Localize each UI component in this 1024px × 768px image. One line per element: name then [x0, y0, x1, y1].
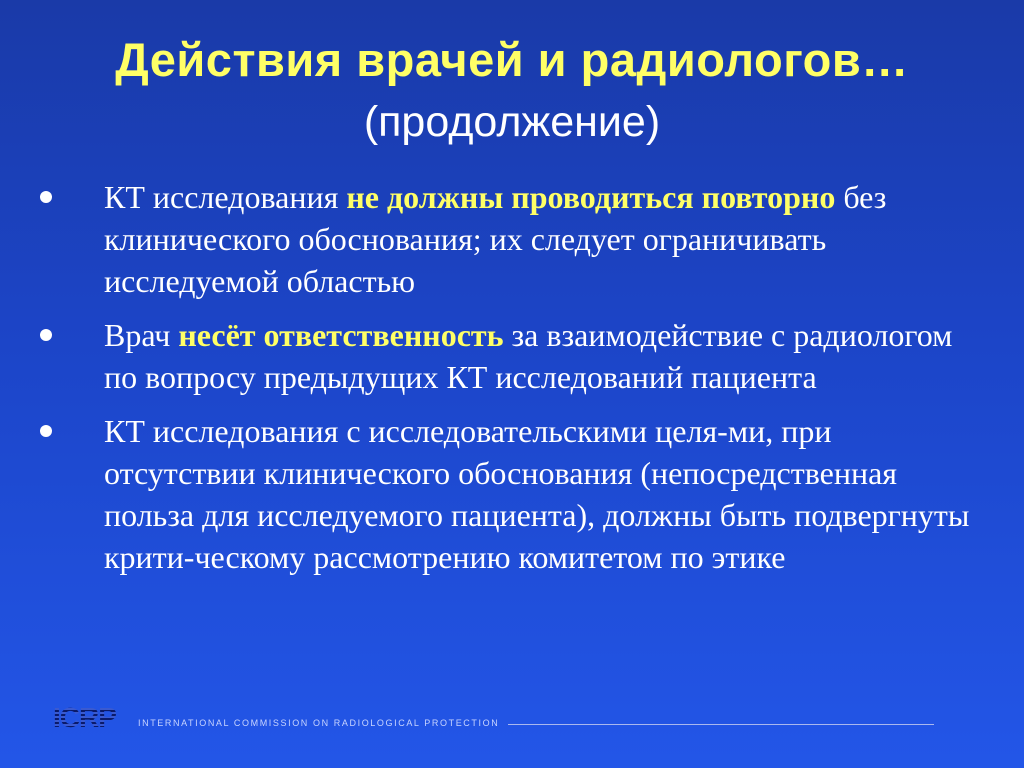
bullet-item — [40, 410, 990, 578]
icrp-logo — [52, 702, 136, 732]
title-main: Действия врачей и радиологов… — [115, 33, 909, 86]
title-subtitle: (продолжение) — [363, 98, 661, 146]
bullet-dot-icon — [40, 191, 52, 203]
bullet-item — [40, 176, 990, 302]
bullet-segment: без клинического обоснования; их следует ограничивать исследуемой областью — [104, 179, 887, 299]
bullet-dot-icon — [40, 425, 52, 437]
bullet-dot-icon — [40, 329, 52, 341]
bullet-text — [104, 179, 886, 299]
footer-org-name: INTERNATIONAL COMMISSION ON RADIOLOGICAL PROTECTION — [138, 718, 500, 728]
bullet-list — [40, 176, 990, 590]
bullet-highlight: несёт ответственность — [178, 317, 504, 353]
bullet-segment: Врач — [104, 317, 179, 353]
bullet-segment: КТ исследования — [104, 179, 347, 215]
bullet-text — [104, 413, 969, 575]
bullet-segment: КТ исследования с исследовательскими целя-ми, при отсутствии клинического обоснования (непосредственная польза для исследуемого пациента), должны быть подвергнуты крити-ческому рассмотрению комитетом по этике — [104, 413, 970, 575]
bullet-text — [104, 317, 952, 395]
footer — [52, 702, 952, 732]
bullet-item — [40, 314, 990, 398]
footer-divider — [508, 724, 934, 725]
bullet-highlight: не должны проводиться повторно — [346, 179, 836, 215]
bullet-segment: за взаимодействие с радиологом по вопросу предыдущих КТ исследований пациента — [104, 317, 953, 395]
svg-text:ICRP: ICRP — [53, 702, 116, 732]
slide-title — [0, 30, 1024, 150]
